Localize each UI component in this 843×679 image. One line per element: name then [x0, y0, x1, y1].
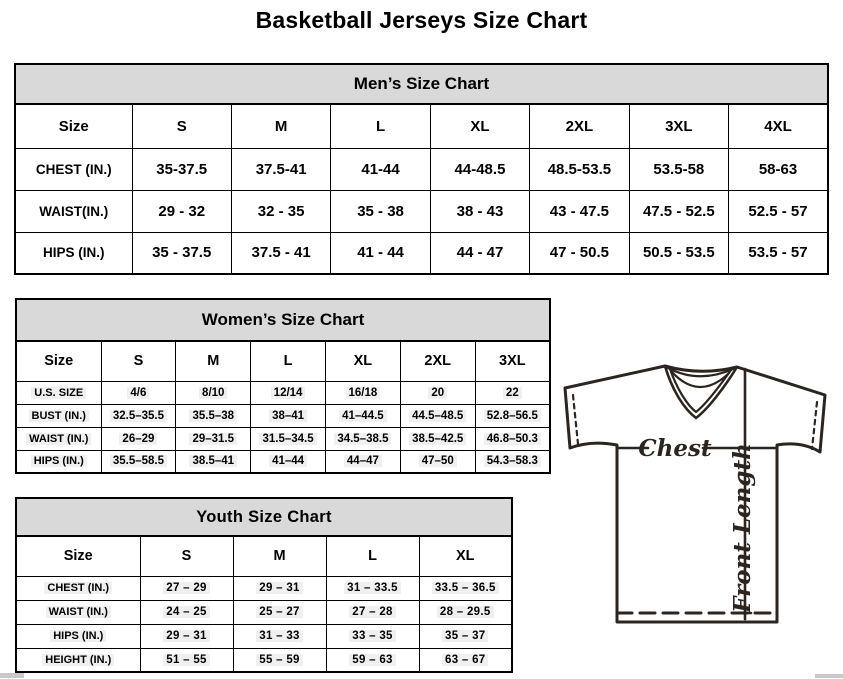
size-value-cell: 35.5–38 — [176, 404, 251, 427]
size-value-cell: 33.5 – 36.5 — [419, 576, 512, 600]
size-value-cell: 52.8–56.5 — [475, 404, 550, 427]
size-value-cell: 34.5–38.5 — [325, 427, 400, 450]
size-value-cell: 38.5–41 — [176, 450, 251, 473]
size-value-cell: 44–47 — [325, 450, 400, 473]
womens-size-table — [15, 298, 551, 474]
table-band-title: Men’s Size Chart — [15, 64, 828, 104]
column-header: Size — [15, 104, 132, 148]
size-value-cell: 63 – 67 — [419, 648, 512, 672]
size-value-cell: 59 – 63 — [326, 648, 419, 672]
column-header: S — [140, 536, 233, 576]
size-value-cell: 51 – 55 — [140, 648, 233, 672]
size-value-cell: 24 – 25 — [140, 600, 233, 624]
scrollbar-fragment-left[interactable] — [0, 673, 24, 678]
table-header-row — [16, 536, 512, 576]
column-header: L — [326, 536, 419, 576]
size-value-cell: 29–31.5 — [176, 427, 251, 450]
row-label: BUST (IN.) — [16, 404, 101, 427]
row-label: HIPS (IN.) — [15, 232, 132, 274]
size-value-cell: 29 – 31 — [233, 576, 326, 600]
size-value-cell: 4/6 — [101, 381, 176, 404]
size-value-cell: 29 – 31 — [140, 624, 233, 648]
size-value-cell: 44-48.5 — [430, 148, 529, 190]
size-value-cell: 41–44.5 — [325, 404, 400, 427]
table-band-row — [16, 299, 550, 341]
table-header-row — [16, 341, 550, 381]
size-value-cell: 27 – 29 — [140, 576, 233, 600]
size-value-cell: 29 - 32 — [132, 190, 231, 232]
collar-outer-v — [665, 366, 737, 418]
size-value-cell: 53.5 - 57 — [729, 232, 828, 274]
table-row — [15, 190, 828, 232]
size-value-cell: 47 - 50.5 — [530, 232, 629, 274]
size-value-cell: 47–50 — [400, 450, 475, 473]
size-value-cell: 44 - 47 — [430, 232, 529, 274]
column-header: 2XL — [530, 104, 629, 148]
size-value-cell: 38 - 43 — [430, 190, 529, 232]
table-band-title: Women’s Size Chart — [16, 299, 550, 341]
column-header: M — [233, 536, 326, 576]
table-row — [16, 576, 512, 600]
column-header: XL — [419, 536, 512, 576]
size-value-cell: 35.5–58.5 — [101, 450, 176, 473]
size-value-cell: 8/10 — [176, 381, 251, 404]
size-value-cell: 38–41 — [251, 404, 326, 427]
size-value-cell: 33 – 35 — [326, 624, 419, 648]
size-value-cell: 53.5-58 — [629, 148, 728, 190]
size-value-cell: 41-44 — [331, 148, 430, 190]
table-row — [16, 450, 550, 473]
size-value-cell: 32.5–35.5 — [101, 404, 176, 427]
size-value-cell: 38.5–42.5 — [400, 427, 475, 450]
size-value-cell: 31.5–34.5 — [251, 427, 326, 450]
size-value-cell: 35 – 37 — [419, 624, 512, 648]
column-header: Size — [16, 536, 140, 576]
row-label: CHEST (IN.) — [16, 576, 140, 600]
column-header: 3XL — [475, 341, 550, 381]
row-label: HIPS (IN.) — [16, 450, 101, 473]
column-header: M — [176, 341, 251, 381]
column-header: Size — [16, 341, 101, 381]
column-header: 2XL — [400, 341, 475, 381]
size-value-cell: 31 – 33.5 — [326, 576, 419, 600]
table-band-row — [16, 498, 512, 536]
size-value-cell: 46.8–50.3 — [475, 427, 550, 450]
size-value-cell: 58-63 — [729, 148, 828, 190]
size-value-cell: 37.5 - 41 — [231, 232, 330, 274]
table-row — [15, 232, 828, 274]
table-band-title: Youth Size Chart — [16, 498, 512, 536]
size-value-cell: 47.5 - 52.5 — [629, 190, 728, 232]
size-value-cell: 41–44 — [251, 450, 326, 473]
size-value-cell: 28 – 29.5 — [419, 600, 512, 624]
row-label: CHEST (IN.) — [15, 148, 132, 190]
size-value-cell: 44.5–48.5 — [400, 404, 475, 427]
jersey-measurement-diagram — [557, 362, 838, 628]
size-value-cell: 16/18 — [325, 381, 400, 404]
table-header-row — [15, 104, 828, 148]
column-header: 3XL — [629, 104, 728, 148]
table-row — [16, 648, 512, 672]
row-label: U.S. SIZE — [16, 381, 101, 404]
table-row — [16, 404, 550, 427]
table-row — [16, 381, 550, 404]
row-label: HEIGHT (IN.) — [16, 648, 140, 672]
size-value-cell: 37.5-41 — [231, 148, 330, 190]
scrollbar-fragment-right[interactable] — [815, 674, 843, 678]
table-band-row — [15, 64, 828, 104]
column-header: L — [251, 341, 326, 381]
size-value-cell: 48.5-53.5 — [530, 148, 629, 190]
size-value-cell: 54.3–58.3 — [475, 450, 550, 473]
left-cuff-stitch-dashes — [573, 395, 578, 444]
size-value-cell: 32 - 35 — [231, 190, 330, 232]
table-row — [15, 148, 828, 190]
row-label: WAIST (IN.) — [16, 600, 140, 624]
size-value-cell: 35 - 38 — [331, 190, 430, 232]
size-value-cell: 27 – 28 — [326, 600, 419, 624]
size-value-cell: 55 – 59 — [233, 648, 326, 672]
column-header: M — [231, 104, 330, 148]
size-value-cell: 22 — [475, 381, 550, 404]
jersey-body-outline — [565, 366, 825, 622]
size-value-cell: 43 - 47.5 — [530, 190, 629, 232]
column-header: 4XL — [729, 104, 828, 148]
page-title: Basketball Jerseys Size Chart — [255, 7, 588, 33]
right-cuff-stitch-dashes — [812, 402, 817, 449]
size-value-cell: 12/14 — [251, 381, 326, 404]
jersey-outline-drawing — [557, 362, 838, 628]
table-row — [16, 624, 512, 648]
size-value-cell: 20 — [400, 381, 475, 404]
column-header: XL — [325, 341, 400, 381]
size-value-cell: 31 – 33 — [233, 624, 326, 648]
row-label: WAIST (IN.) — [16, 427, 101, 450]
size-value-cell: 35 - 37.5 — [132, 232, 231, 274]
column-header: S — [132, 104, 231, 148]
size-value-cell: 25 – 27 — [233, 600, 326, 624]
chest-label: Chest — [638, 435, 712, 462]
mens-size-table — [14, 63, 829, 275]
size-value-cell: 26–29 — [101, 427, 176, 450]
column-header: S — [101, 341, 176, 381]
size-value-cell: 50.5 - 53.5 — [629, 232, 728, 274]
size-value-cell: 52.5 - 57 — [729, 190, 828, 232]
column-header: L — [331, 104, 430, 148]
table-row — [16, 600, 512, 624]
size-value-cell: 41 - 44 — [331, 232, 430, 274]
row-label: HIPS (IN.) — [16, 624, 140, 648]
youth-size-table — [15, 497, 513, 673]
size-value-cell: 35-37.5 — [132, 148, 231, 190]
row-label: WAIST(IN.) — [15, 190, 132, 232]
column-header: XL — [430, 104, 529, 148]
front-length-label: Front Length — [729, 443, 756, 613]
table-row — [16, 427, 550, 450]
